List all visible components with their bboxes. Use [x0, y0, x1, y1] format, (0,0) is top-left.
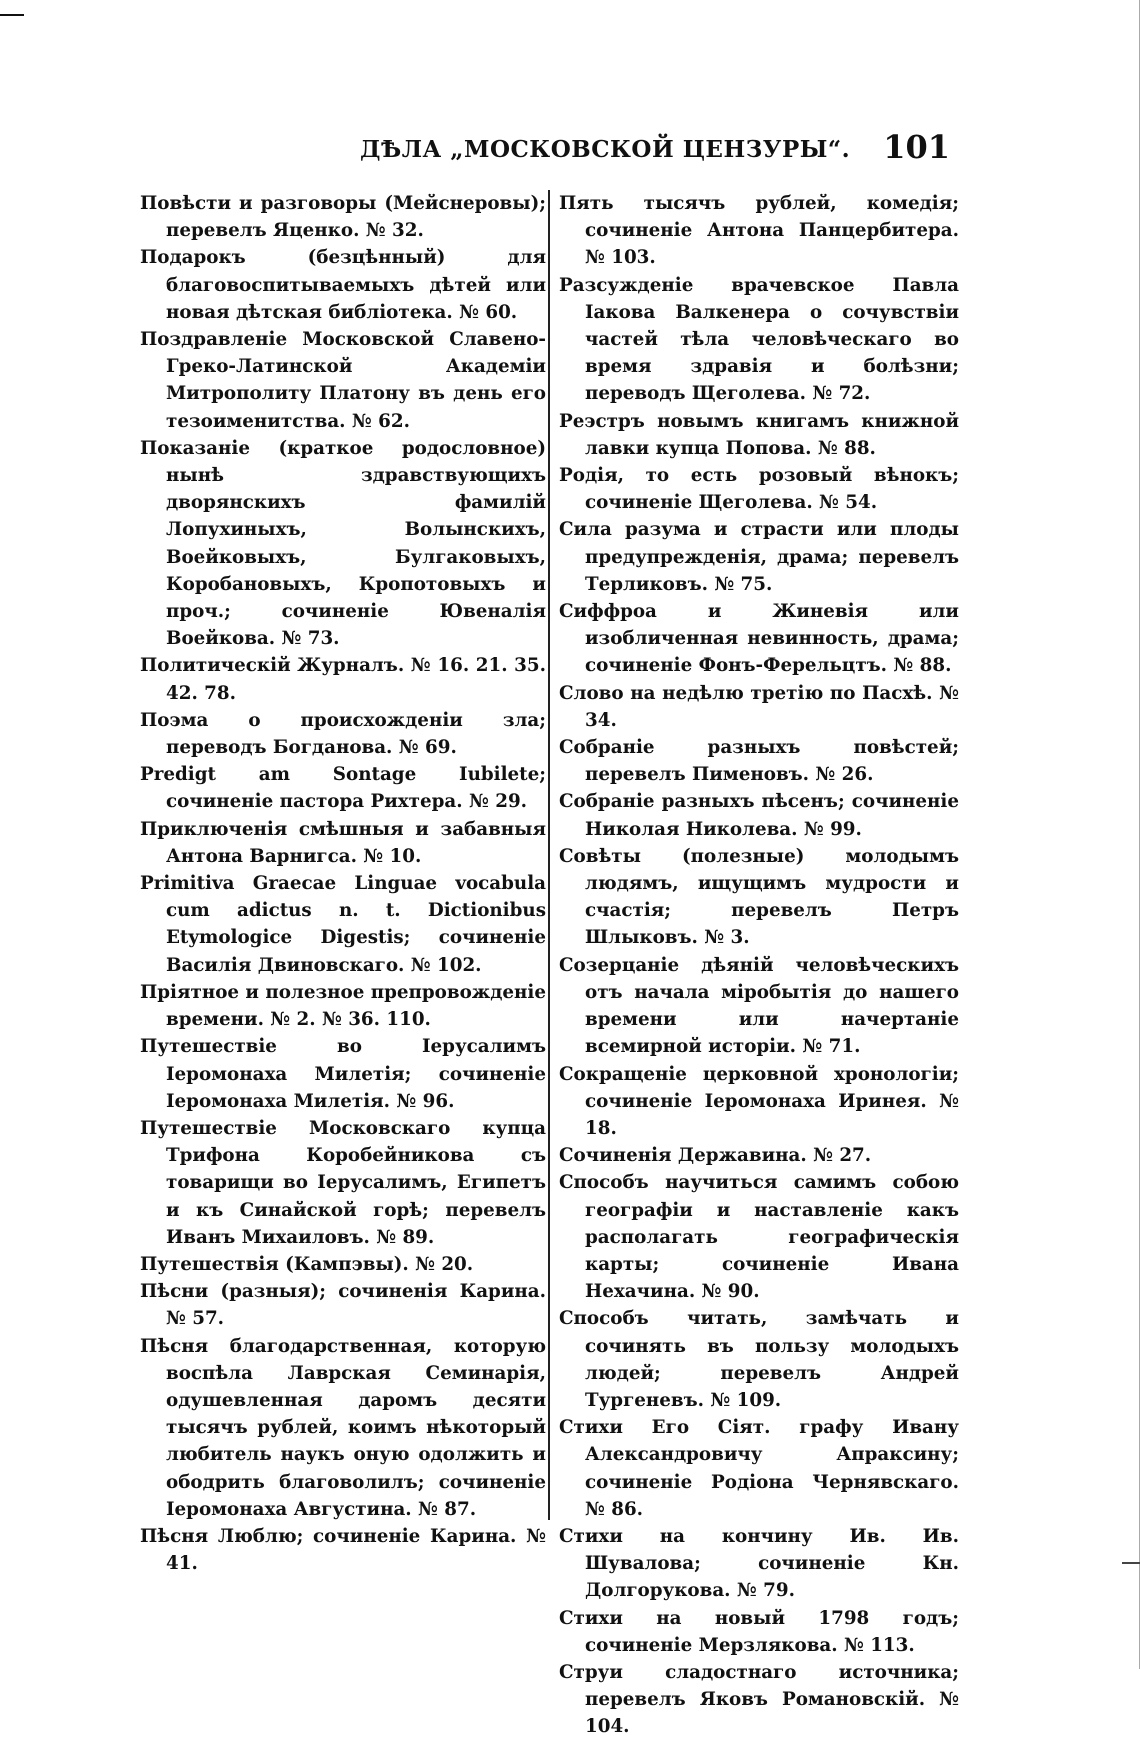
index-entry: Повѣсти и разговоры (Мейснеровы); перевелъ Яценко. № 32. — [140, 193, 546, 242]
column-divider — [548, 190, 550, 1520]
index-entry: Стихи на кончину Ив. Ив. Шувалова; сочиненіе Кн. Долгорукова. № 79. — [559, 1525, 959, 1602]
index-entry: Струи сладостнаго источника; перевелъ Яковъ Романовскій. № 104. — [559, 1661, 959, 1738]
running-header — [360, 128, 950, 168]
index-entry: Путешествія (Кампэвы). № 20. — [140, 1253, 474, 1275]
page-number: 101 — [883, 128, 950, 166]
index-entry: Пѣсня Люблю; сочиненіе Карина. № 41. — [140, 1525, 546, 1575]
header-title: ДѢЛА „МОСКОВСКОЙ ЦЕНЗУРЫ“. — [360, 136, 851, 163]
index-entry: Поздравленіе Московской Славено-Греко-Латинской Академіи Митрополиту Платону въ день его тезоименитства. № 62. — [140, 329, 546, 432]
index-entry: Primitiva Graecae Linguae vocabula cum adictus n. t. Dictionibus Etymologice Digestis; сочиненіе Василія Двиновскаго. № 102. — [140, 873, 546, 976]
index-entry: Реэстръ новымъ книгамъ книжной лавки купца Попова. № 88. — [559, 410, 959, 459]
index-entry: Политическій Журналъ. № 16. 21. 35. 42. 78. — [140, 655, 546, 704]
index-entry: Совѣты (полезные) молодымъ людямъ, ищущимъ мудрости и счастія; перевелъ Петръ Шлыковъ. № 3. — [559, 845, 959, 949]
top-edge-mark — [0, 14, 24, 16]
index-entry: Поэма о происхожденіи зла; переводъ Богданова. № 69. — [140, 709, 546, 759]
index-entry: Разсужденіе врачевское Павла Іакова Валкенера о сочувствіи частей тѣла человѣческаго во время здравія и болѣзни; переводъ Щеголева. № 72. — [559, 274, 959, 405]
index-entry: Сочиненія Державина. № 27. — [559, 1145, 872, 1167]
index-entry: Способъ читать, замѣчать и сочинять въ пользу молодыхъ людей; перевелъ Андрей Тургеневъ. № 109. — [559, 1308, 959, 1411]
index-entry: Подарокъ (безцѣнный) для благовоспитываемыхъ дѣтей или новая дѣтская библіотека. № 60. — [140, 247, 546, 323]
index-entry: Predigt am Sontage Iubilete; сочиненіе пастора Рихтера. № 29. — [140, 764, 546, 813]
index-entry: Сокращеніе церковной хронологіи; сочиненіе Іеромонаха Иринея. № 18. — [559, 1063, 959, 1139]
index-entry: Способъ научиться самимъ собою географіи и наставленіе какъ располагать географическія карты; сочиненіе Ивана Нехачина. № 90. — [559, 1172, 959, 1303]
index-entry: Пріятное и полезное препровожденіе времени. № 2. № 36. 110. — [140, 981, 546, 1031]
index-entry: Пѣсня благодарственная, которую воспѣла Лаврская Семинарія, одушевленная даромъ десяти тысячъ рублей, коимъ нѣкоторый любитель наукъ оную одолжить и ободрить благоволилъ; сочиненіе Іеромонаха Августина. № 87. — [140, 1335, 546, 1520]
margin-mark — [1122, 1562, 1140, 1564]
right-column — [559, 190, 959, 1741]
left-column — [140, 190, 546, 1577]
index-entry: Показаніе (краткое родословное) нынѣ здравствующихъ дворянскихъ фамилій Лопухиныхъ, Волынскихъ, Воейковыхъ, Булгаковыхъ, Коробановыхъ, Кропотовыхъ и проч.; сочиненіе Ювеналія Воейкова. № 73. — [140, 437, 546, 650]
index-entry: Пѣсни (разныя); сочиненія Карина. № 57. — [140, 1281, 546, 1330]
index-entry: Сила разума и страсти или плоды предупрежденія, драма; перевелъ Терликовъ. № 75. — [559, 519, 959, 595]
index-entry: Пять тысячъ рублей, комедія; сочиненіе Антона Панцербитера. № 103. — [559, 193, 959, 269]
index-entry: Путешествіе во Іерусалимъ Іеромонаха Милетія; сочиненіе Іеромонаха Милетія. № 96. — [140, 1036, 546, 1112]
index-entry: Приключенія смѣшныя и забавныя Антона Варнигса. № 10. — [140, 818, 546, 867]
index-entry: Стихи на новый 1798 годъ; сочиненіе Мерзлякова. № 113. — [559, 1607, 959, 1656]
index-entry: Собраніе разныхъ повѣстей; перевелъ Пименовъ. № 26. — [559, 737, 959, 786]
index-entry: Собраніе разныхъ пѣсенъ; сочиненіе Николая Николева. № 99. — [559, 791, 959, 840]
index-entry: Стихи Его Сіят. графу Ивану Александровичу Апраксину; сочиненіе Родіона Чернявскаго. № 86. — [559, 1417, 959, 1520]
index-entry: Родія, то есть розовый вѣнокъ; сочиненіе Щеголева. № 54. — [559, 465, 959, 514]
index-entry: Слово на недѣлю третію по Пасхѣ. № 34. — [559, 682, 959, 731]
index-entry: Путешествіе Московскаго купца Трифона Коробейникова съ товарищи во Іерусалимъ, Египетъ и къ Синайской горѣ; перевелъ Иванъ Михаиловъ. № 89. — [140, 1117, 546, 1248]
index-entry: Созерцаніе дѣяній человѣческихъ отъ начала міробытія до нашего времени или начертаніе всемирной исторіи. № 71. — [559, 954, 959, 1058]
index-entry: Сиффроа и Жиневія или изобличенная невинность, драма; сочиненіе Фонъ-Ферельцтъ. № 88. — [559, 601, 959, 677]
